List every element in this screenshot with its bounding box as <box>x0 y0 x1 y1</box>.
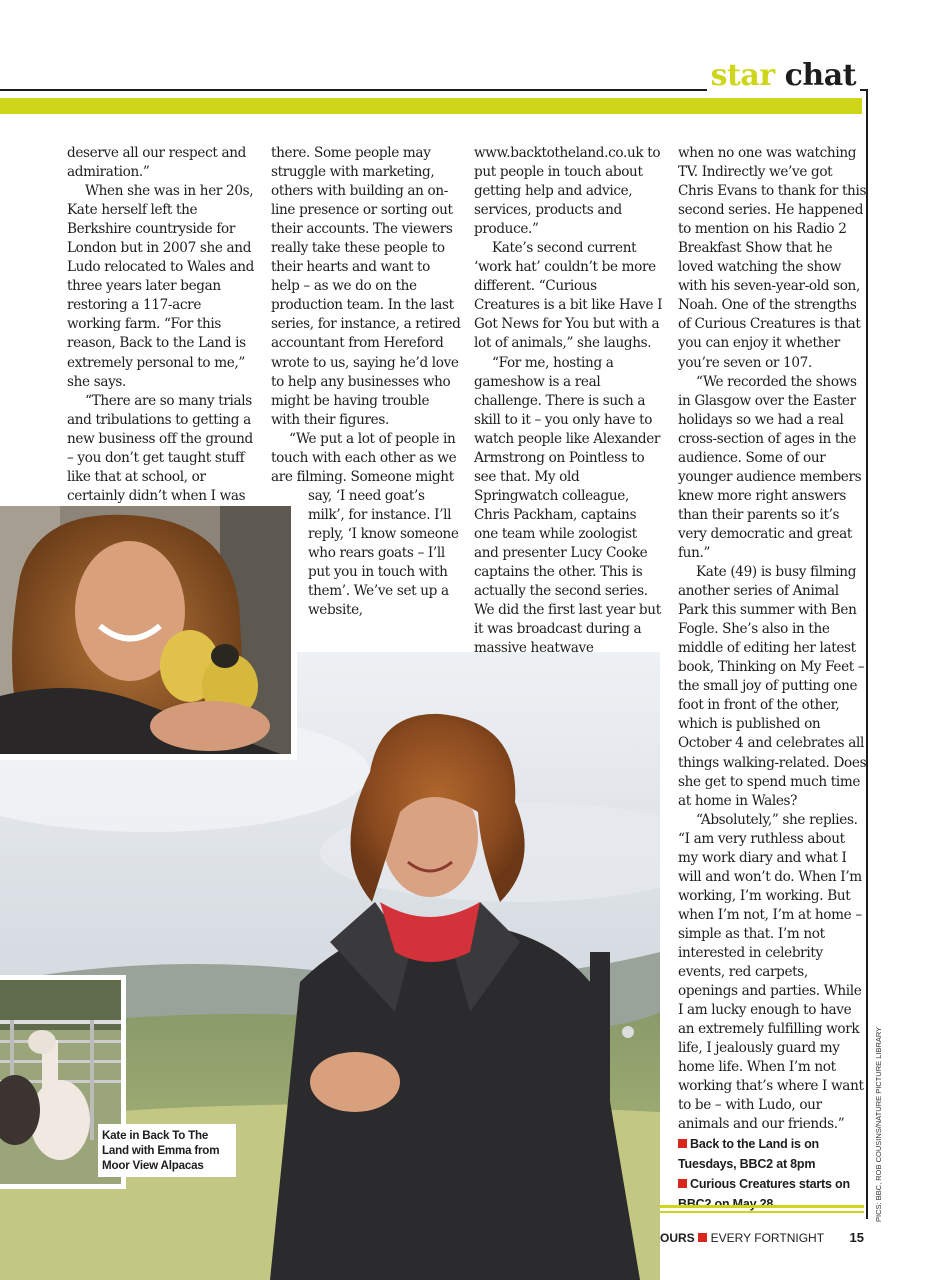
bullet-square-icon <box>678 1179 687 1188</box>
footer-brand: OURS <box>660 1231 695 1245</box>
paragraph: “There are so many trials and tribulations to getting a new business off the ground – you don’t get taught stuff like that at school, or certainly didn’t when I was <box>67 392 253 504</box>
paragraph: deserve all our respect and admiration.” <box>67 145 246 181</box>
paragraph: when no one was watching TV. Indirectly we’ve got Chris Evans to thank for this second series. He happened to mention on his Radio 2 Breakfast Show that he loved watching the show with his seven-year-old son, Noah. One of the strengths of Curious Creatures is that you can enjoy it whether you’re seven or 107. <box>678 145 867 371</box>
paragraph: say, ‘I need goat’s milk’, for instance. I’ll reply, ‘I know someone who rears goats – I’ll put you in touch with them’. We’ve set up a website, <box>308 487 459 619</box>
section-title-star: star <box>710 58 775 93</box>
article-column-4 <box>678 144 868 1214</box>
paragraph: “For me, hosting a gameshow is a real challenge. There is such a skill to it – you only have to watch people like Alexander Armstrong on Pointless to see that. My old Springwatch colleague, Chris Packham, captains one team while zoologist and presenter Lucy Cooke captains the other. This is actually the second series. We did the first last year but it was broadcast during a massive heatwave <box>474 354 661 657</box>
photo-kate-with-ducklings <box>0 506 297 760</box>
paragraph: When she was in her 20s, Kate herself left the Berkshire countryside for London but in 2007 she and Ludo relocated to Wales and three years later began restoring a 117-acre working farm. “For this reason, Back to the Land is extremely personal to me,” she says. <box>67 183 254 390</box>
article-column-1 <box>67 144 257 506</box>
paragraph: “We put a lot of people in touch with each other as we are filming. Someone might <box>271 430 457 485</box>
photo-credit: PICS: BBC, ROB COUSINS/NATURE PICTURE LIBRARY <box>874 1026 883 1222</box>
accent-bar <box>0 98 862 114</box>
article-column-3 <box>474 144 664 658</box>
paragraph: Kate’s second current ‘work hat’ couldn’t be more different. “Curious Creatures is a bit like Have I Got News for You but with a lot of animals,” she laughs. <box>474 240 663 352</box>
paragraph: Kate (49) is busy filming another series of Animal Park this summer with Ben Fogle. She’s also in the middle of editing her latest book, Thinking on My Feet – the small joy of putting one foot in front of the other, which is published on October 4 and celebrates all things walking-related. Does she get to spend much time at home in Wales? <box>678 564 867 809</box>
paragraph: “Absolutely,” she replies. “I am very ruthless about my work diary and what I will and won’t do. When I’m working, I’m working. But when I’m not, I’m at home – simple as that. I’m not interested in celebrity events, red carpets, openings and parties. While I am lucky enough to have an extremely fulfilling work life, I jealously guard my home life. When I’m not working that’s where I want to be – with Ludo, our animals and our friends.” <box>678 811 864 1133</box>
article-column-2 <box>271 144 461 620</box>
bullet-square-icon <box>698 1233 707 1242</box>
paragraph: “We recorded the shows in Glasgow over the Easter holidays so we had a real cross-section of ages in the audience. Some of our younger audience members knew more right answers than their parents so it’s very democratic and great fun.” <box>678 373 862 561</box>
footer-frequency: EVERY FORTNIGHT <box>710 1231 825 1245</box>
listing-curious-creatures: Curious Creatures starts on <box>678 1174 868 1214</box>
footer-accent-lines <box>660 1205 864 1216</box>
page-number: 15 <box>849 1230 864 1245</box>
photo-caption: Kate in Back To The Land with Emma from Moor View Alpacas <box>98 1124 236 1177</box>
page-footer <box>660 1229 864 1247</box>
paragraph: there. Some people may struggle with marketing, others with building an on-line presence or sorting out their accounts. The viewers really take these people to their hearts and want to help – as we do on the production team. In the last series, for instance, a retired accountant from Hereford wrote to us, saying he’d love to help any businesses who might be having trouble with their figures. <box>271 145 461 428</box>
section-title <box>707 58 860 93</box>
listing-back-to-the-land: Back to the Land is on Tuesdays, BBC2 at 8pm <box>678 1137 819 1172</box>
paragraph: www.backtotheland.co.uk to put people in touch about getting help and advice, services, products and produce.” <box>474 145 661 238</box>
section-title-chat: chat <box>784 58 856 93</box>
bullet-square-icon <box>678 1139 687 1148</box>
